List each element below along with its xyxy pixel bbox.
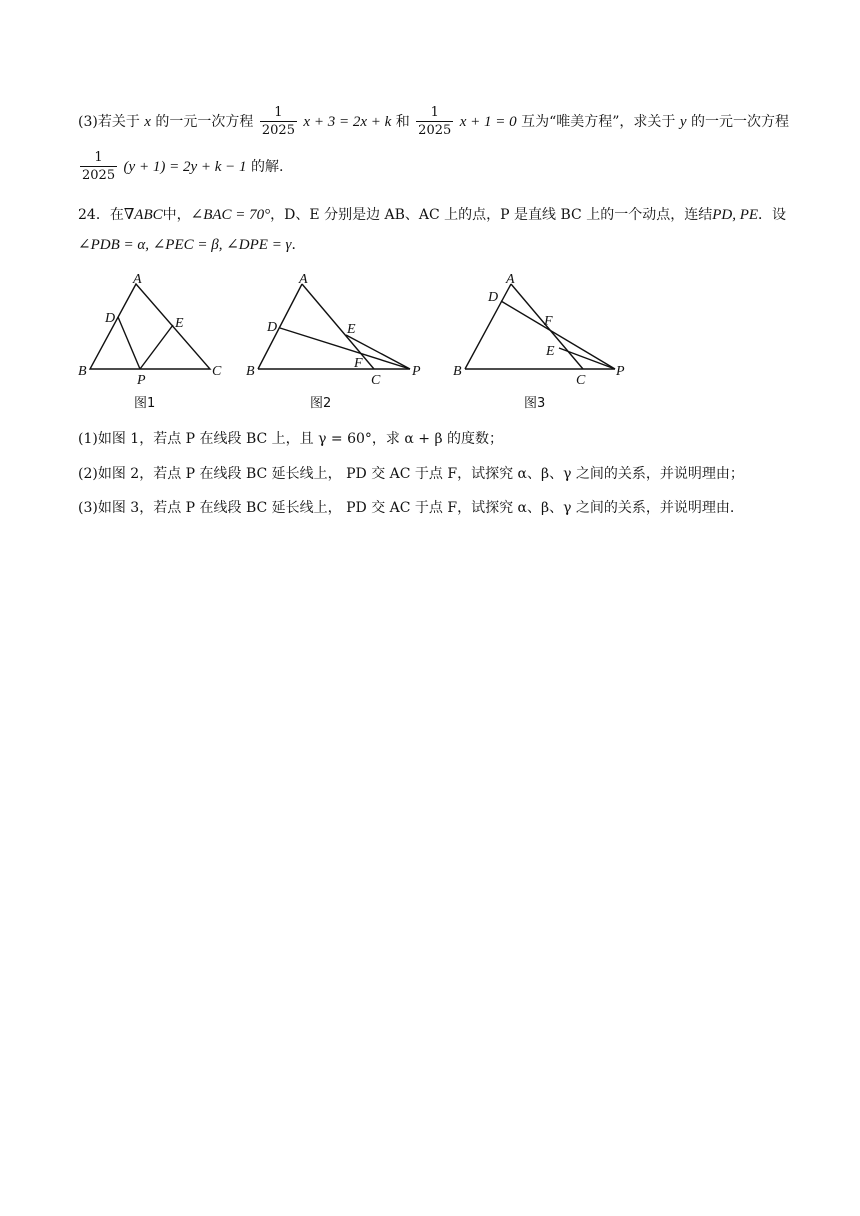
figure-3 bbox=[453, 272, 625, 411]
label-d: D bbox=[267, 320, 278, 335]
label-c: C bbox=[371, 373, 381, 388]
text-fragment: 的一元一次方程 bbox=[155, 114, 254, 130]
var-x: x bbox=[144, 114, 151, 130]
label-b: B bbox=[78, 364, 87, 379]
label-d: D bbox=[105, 311, 116, 326]
angle-definitions: ∠PDB = α, ∠PEC = β, ∠DPE = γ bbox=[78, 237, 292, 253]
segments-pd-pe: PD, PE bbox=[712, 207, 759, 223]
label-a: A bbox=[299, 272, 308, 287]
figure-2 bbox=[246, 272, 421, 411]
label-f: F bbox=[354, 356, 363, 371]
fraction-1-2025: $\frac{1}{2025}$ bbox=[82, 150, 116, 183]
label-b: B bbox=[453, 364, 462, 379]
q23-part3-line1 bbox=[78, 105, 789, 139]
text-fragment: (3)若关于 bbox=[78, 114, 140, 130]
q24-stem-line2: ∠PDB = α, ∠PEC = β, ∠DPE = γ． bbox=[78, 237, 306, 253]
segment-pe bbox=[140, 325, 173, 369]
angle-bac: ∠BAC = 70° bbox=[190, 207, 271, 223]
label-e: E bbox=[347, 322, 356, 337]
equation-3: (y + 1) = 2y + k − 1 bbox=[123, 159, 247, 175]
label-p: P bbox=[137, 373, 146, 388]
text-fragment: 互为“唯美方程”，求关于 bbox=[521, 114, 676, 130]
label-a: A bbox=[506, 272, 515, 287]
figures-svg bbox=[78, 270, 638, 415]
text-fragment: 的一元一次方程 bbox=[690, 114, 789, 130]
equation-2: x + 1 = 0 bbox=[459, 114, 517, 130]
text-fragment: 的解. bbox=[250, 159, 284, 175]
label-c: C bbox=[576, 373, 586, 388]
side-ab bbox=[258, 284, 302, 369]
label-a: A bbox=[133, 272, 142, 287]
q23-part3-line2 bbox=[78, 150, 283, 184]
caption-fig2: 图2 bbox=[310, 396, 332, 411]
question-number: 24． bbox=[78, 207, 110, 223]
geometry-figures bbox=[78, 270, 638, 415]
text-fragment: 和 bbox=[395, 114, 410, 130]
q24-part1: (1)如图 1，若点 P 在线段 BC 上，且 γ = 60°，求 α + β 的度数； bbox=[78, 431, 504, 447]
fraction-1-2025: $\frac{1}{2025}$ bbox=[418, 105, 452, 138]
equation-1: x + 3 = 2x + k bbox=[303, 114, 392, 130]
label-b: B bbox=[246, 364, 255, 379]
caption-fig3: 图3 bbox=[524, 396, 546, 411]
fraction-1-2025: $\frac{1}{2025}$ bbox=[261, 105, 295, 138]
segment-ep bbox=[559, 348, 615, 369]
segment-dp bbox=[501, 301, 615, 369]
label-f: F bbox=[544, 314, 553, 329]
label-d: D bbox=[488, 290, 499, 305]
label-p: P bbox=[412, 364, 421, 379]
triangle-abc: ∇ABC bbox=[123, 207, 163, 223]
q24-part2: (2)如图 2，若点 P 在线段 BC 延长线上， PD 交 AC 于点 F，试探究 α、β、γ 之间的关系，并说明理由； bbox=[78, 466, 744, 482]
var-y: y bbox=[679, 114, 687, 130]
label-c: C bbox=[212, 364, 222, 379]
label-p: P bbox=[616, 364, 625, 379]
figure-1 bbox=[78, 272, 222, 411]
label-e: E bbox=[546, 344, 555, 359]
segment-dp bbox=[118, 317, 140, 369]
caption-fig1: 图1 bbox=[134, 396, 156, 411]
side-ac bbox=[302, 284, 374, 369]
q24-stem-line1: 24．在∇ABC中，∠BAC = 70°，D、E 分别是边 AB、AC 上的点，P 是直线 BC 上的一个动点，连结PD, PE．设 bbox=[78, 207, 787, 223]
q24-part3: (3)如图 3，若点 P 在线段 BC 延长线上， PD 交 AC 于点 F，试探究 α、β、γ 之间的关系，并说明理由. bbox=[78, 500, 735, 516]
label-e: E bbox=[175, 316, 184, 331]
